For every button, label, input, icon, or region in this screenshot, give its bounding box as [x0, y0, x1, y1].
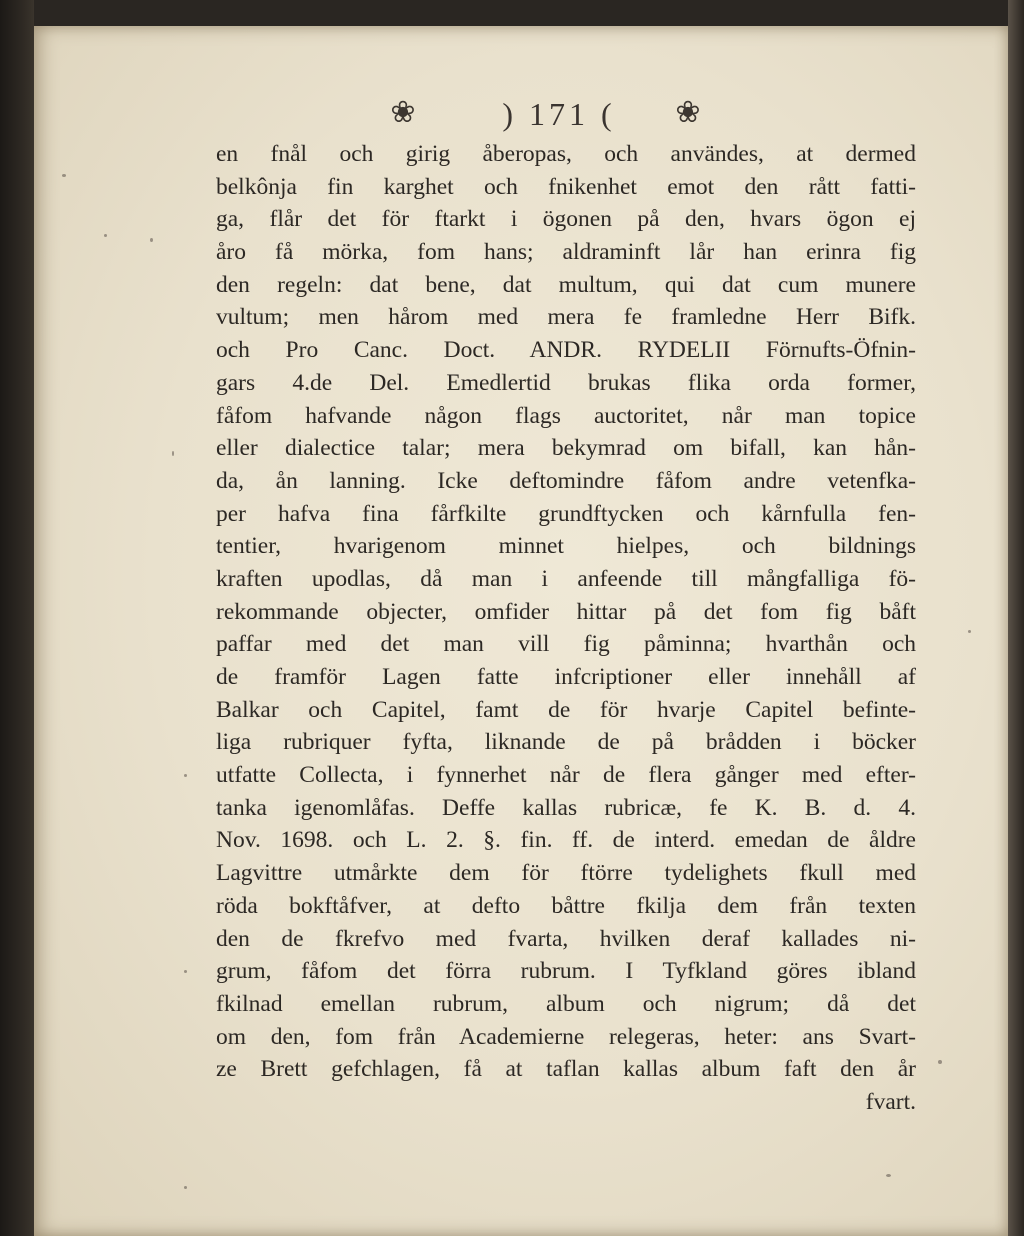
text-line: paffar med det man vill fig påminna; hvarthån och — [216, 631, 916, 658]
text-line: utfatte Collecta, i fynnerhet når de flera gånger med efter- — [216, 762, 916, 789]
text-line: vultum; men hårom med mera fe framledne Herr Bifk. — [216, 304, 916, 331]
text-line: en fnål och girig åberopas, och användes, at dermed — [216, 141, 916, 167]
text-line: den regeln: dat bene, dat multum, qui dat cum munere — [216, 271, 916, 298]
text-line: tanka igenomlåfas. Deffe kallas rubricæ, fe K. B. d. 4. — [216, 794, 916, 821]
text-line: per hafva fina fårfkilte grundftycken och kårnfulla fen- — [216, 500, 916, 527]
paper-speck — [62, 174, 66, 177]
text-line: gars 4.de Del. Emedlertid brukas flika orda former, — [216, 369, 916, 396]
text-line: grum, fåfom det förra rubrum. I Tyfkland göres ibland — [216, 958, 916, 985]
text-line: och Pro Canc. Doct. ANDR. RYDELII Förnufts-Öfnin- — [216, 337, 916, 364]
book-page — [34, 26, 1008, 1236]
paper-speck — [184, 1186, 187, 1189]
paper-speck — [968, 630, 971, 633]
text-line: om den, fom från Academierne relegeras, heter: ans Svart- — [216, 1023, 916, 1050]
text-line: belkônja fin karghet och fnikenhet emot den rått fatti- — [216, 173, 916, 200]
text-line: röda bokftåfver, at defto båttre fkilja dem från texten — [216, 892, 916, 919]
text-line: tentier, hvarigenom minnet hielpes, och bildnings — [216, 533, 916, 560]
text-line: fåfom hafvande någon flags auctoritet, når man topice — [216, 402, 916, 429]
text-line: ze Brett gefchlagen, få at taflan kallas album faft den år — [216, 1056, 916, 1083]
text-line: rekommande objecter, omfider hittar på det fom fig båft — [216, 598, 916, 625]
paper-speck — [184, 970, 187, 973]
paper-speck — [184, 774, 187, 777]
text-line: kraften upodlas, då man i anfeende till mångfalliga fö- — [216, 565, 916, 592]
paper-speck — [150, 238, 153, 242]
page-edge-right — [1008, 0, 1024, 1236]
text-line: liga rubriquer fyfta, liknande de på brådden i böcker — [216, 729, 916, 756]
page-number: ) 171 ( — [502, 96, 616, 132]
text-line: de framför Lagen fatte infcriptioner eller innehåll af — [216, 664, 916, 690]
flower-ornament-icon: ❀ — [390, 95, 416, 130]
text-line: åro få mörka, fom hans; aldraminft lår han erinra fig — [216, 239, 916, 266]
text-line: eller dialectice talar; mera bekymrad om bifall, kan hån- — [216, 435, 916, 462]
paper-speck — [886, 1174, 891, 1177]
text-line: den de fkrefvo med fvarta, hvilken deraf kallades ni- — [216, 925, 916, 952]
text-line: da, ån lanning. Icke deftomindre fåfom andre vetenfka- — [216, 467, 916, 494]
text-line: Balkar och Capitel, famt de för hvarje Capitel befinte- — [216, 696, 916, 723]
body-text — [216, 138, 916, 1119]
catchword: fvart. — [865, 1088, 916, 1115]
page-header — [34, 94, 1008, 138]
book-binding-edge — [0, 0, 34, 1236]
paper-speck — [172, 451, 174, 456]
text-line: Lagvittre utmårkte dem för ftörre tydelighets fkull med — [216, 860, 916, 887]
text-line: ga, flår det för ftarkt i ögonen på den, hvars ögon ej — [216, 206, 916, 233]
paper-speck — [938, 1060, 942, 1064]
flower-ornament-icon: ❀ — [675, 95, 701, 130]
text-line: fkilnad emellan rubrum, album och nigrum; då det — [216, 990, 916, 1017]
text-line: Nov. 1698. och L. 2. §. fin. ff. de interd. emedan de åldre — [216, 827, 916, 854]
paper-speck — [104, 234, 107, 237]
